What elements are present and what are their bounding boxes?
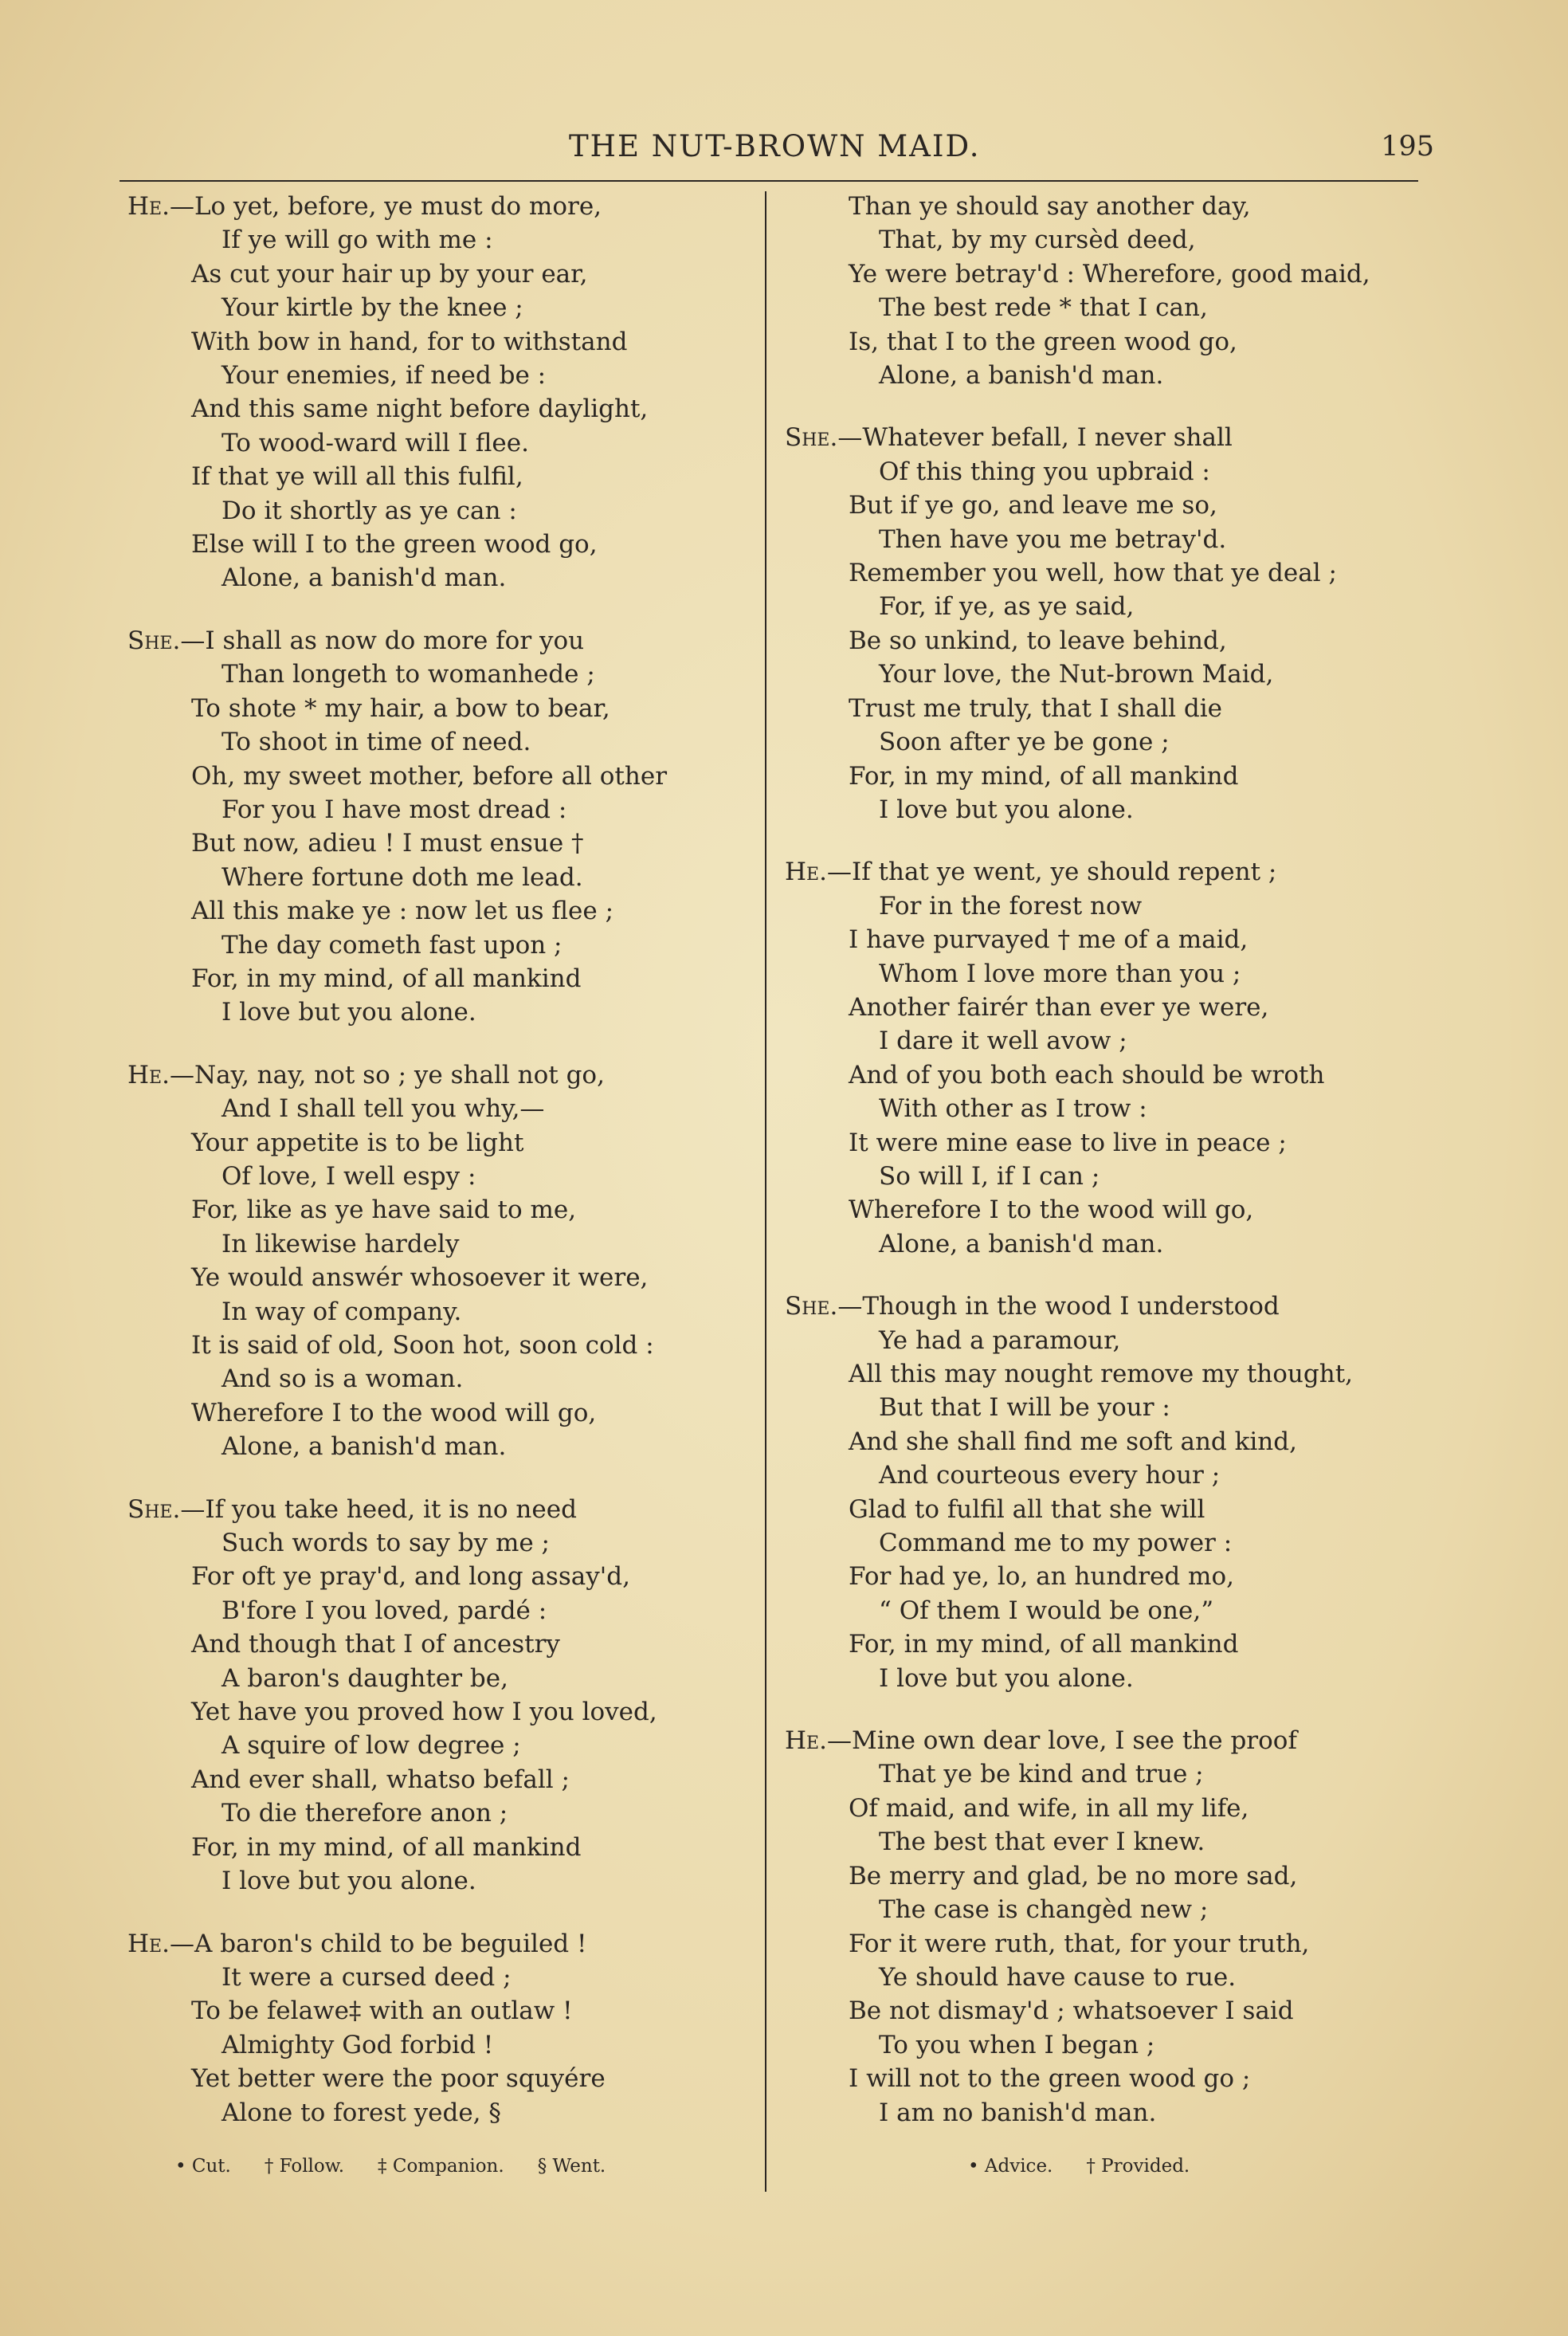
- verse-line: [127, 894, 765, 928]
- verse-line: [785, 359, 1434, 392]
- right-footnotes: [968, 2156, 1223, 2177]
- verse-line: [127, 1160, 765, 1193]
- verse-line: [785, 692, 1434, 725]
- verse-text: For it were ruth, that, for your truth,: [849, 1929, 1310, 1958]
- verse-line: [127, 692, 765, 725]
- verse-text: If that ye will all this fulfil,: [191, 462, 523, 492]
- right-column: [785, 190, 1434, 2158]
- verse-line: [785, 1227, 1434, 1261]
- verse-text: For, in my mind, of all mankind: [191, 1832, 582, 1862]
- verse-text: —If that ye went, ye should repent ;: [826, 858, 1277, 887]
- verse-line: [127, 1927, 765, 1961]
- verse-text: I love but you alone.: [221, 1867, 476, 1896]
- verse-line: [785, 1425, 1434, 1459]
- verse-line: [127, 2028, 765, 2062]
- verse-line: [127, 2062, 765, 2095]
- verse-text: It is said of old, Soon hot, soon cold :: [191, 1331, 654, 1360]
- verse-line: [785, 421, 1434, 454]
- verse-line: [127, 725, 765, 759]
- verse-text: Do it shortly as ye can :: [221, 496, 517, 525]
- verse-line: [127, 929, 765, 962]
- verse-text: The best that ever I knew.: [879, 1828, 1205, 1857]
- verse-text: All this may nought remove my thought,: [849, 1360, 1354, 1388]
- verse-line: [785, 489, 1434, 522]
- verse-line: [127, 1261, 765, 1294]
- verse-text: To shote * my hair, a bow to bear,: [191, 693, 610, 723]
- speaker-label: He.: [127, 192, 170, 221]
- verse-text: Be not dismay'd ; whatsoever I said: [849, 1996, 1294, 2026]
- verse-text: —Nay, nay, not so ; ye shall not go,: [169, 1060, 605, 1089]
- verse-text: For you I have most dread :: [221, 795, 567, 824]
- verse-text: —A baron's child to be beguiled !: [169, 1929, 587, 1958]
- verse-line: [127, 1560, 765, 1593]
- verse-line: [785, 923, 1434, 956]
- speaker-label: He.: [127, 1929, 170, 1958]
- verse-text: And courteous every hour ;: [879, 1461, 1221, 1490]
- verse-line: [785, 1126, 1434, 1160]
- verse-line: [127, 995, 765, 1029]
- verse-text: And this same night before daylight,: [191, 395, 649, 424]
- stanza: [785, 855, 1434, 1261]
- verse-line: [127, 1193, 765, 1227]
- verse-line: [127, 1796, 765, 1830]
- verse-line: [785, 957, 1434, 991]
- verse-text: Of love, I well espy :: [221, 1161, 476, 1191]
- column-divider: [765, 191, 766, 2192]
- verse-line: [127, 1763, 765, 1796]
- verse-text: Ye should have cause to rue.: [879, 1962, 1237, 1992]
- verse-text: The case is changèd new ;: [879, 1895, 1209, 1925]
- stanza: [785, 1290, 1434, 1695]
- verse-line: [127, 1430, 765, 1463]
- verse-line: [785, 2062, 1434, 2095]
- verse-text: A baron's daughter be,: [221, 1663, 508, 1693]
- verse-line: [127, 1695, 765, 1729]
- verse-line: [785, 1893, 1434, 1926]
- verse-line: [785, 1459, 1434, 1492]
- verse-line: [785, 855, 1434, 889]
- verse-line: [785, 1859, 1434, 1893]
- verse-text: Alone, a banish'd man.: [221, 1432, 507, 1462]
- verse-line: [127, 624, 765, 658]
- verse-line: [127, 793, 765, 826]
- verse-line: [127, 1227, 765, 1261]
- footnote: § Went.: [537, 2156, 606, 2177]
- verse-line: [127, 561, 765, 595]
- verse-line: [127, 760, 765, 793]
- verse-text: I love but you alone.: [879, 1663, 1134, 1693]
- verse-line: [785, 1961, 1434, 1994]
- stanza: [785, 1724, 1434, 2130]
- verse-text: Than longeth to womanhede ;: [221, 660, 595, 689]
- footnote: • Advice.: [968, 2156, 1053, 2177]
- verse-text: I have purvayed † me of a maid,: [849, 925, 1249, 955]
- verse-line: [785, 2096, 1434, 2130]
- verse-text: Is, that I to the green wood go,: [849, 327, 1237, 356]
- verse-text: To wood-ward will I flee.: [221, 428, 529, 457]
- verse-text: —Mine own dear love, I see the proof: [826, 1726, 1297, 1756]
- verse-line: [127, 1092, 765, 1125]
- footnote: ‡ Companion.: [378, 2156, 504, 2177]
- verse-line: [127, 223, 765, 257]
- verse-text: Then have you me betray'd.: [879, 524, 1227, 554]
- verse-text: —Lo yet, before, ye must do more,: [169, 192, 602, 221]
- verse-line: [127, 1594, 765, 1627]
- verse-text: Of maid, and wife, in all my life,: [849, 1793, 1249, 1823]
- verse-text: And I shall tell you why,—: [221, 1094, 545, 1124]
- verse-text: Yet have you proved how I you loved,: [191, 1698, 657, 1727]
- verse-text: For had ye, lo, an hundred mo,: [849, 1562, 1234, 1592]
- verse-line: [785, 1792, 1434, 1825]
- verse-text: Where fortune doth me lead.: [221, 862, 583, 892]
- verse-text: All this make ye : now let us flee ;: [191, 897, 614, 926]
- verse-text: The best rede * that I can,: [879, 293, 1208, 323]
- verse-text: That, by my cursèd deed,: [879, 226, 1196, 255]
- verse-text: And so is a woman.: [221, 1364, 464, 1394]
- verse-text: Command me to my power :: [879, 1529, 1233, 1558]
- stanza: [127, 190, 765, 595]
- verse-line: [785, 1391, 1434, 1424]
- verse-line: [127, 1831, 765, 1864]
- verse-text: Wherefore I to the wood will go,: [849, 1195, 1254, 1225]
- verse-line: [127, 494, 765, 528]
- speaker-label: She.: [785, 423, 838, 453]
- verse-text: I am no banish'd man.: [879, 2098, 1157, 2127]
- verse-line: [785, 889, 1434, 923]
- verse-text: Remember you well, how that ye deal ;: [849, 559, 1337, 588]
- verse-text: Your appetite is to be light: [191, 1128, 524, 1157]
- verse-text: Glad to fulfil all that she will: [849, 1494, 1205, 1524]
- speaker-label: He.: [127, 1060, 170, 1089]
- verse-line: [127, 658, 765, 691]
- verse-line: [127, 1864, 765, 1898]
- verse-text: Your enemies, if need be :: [221, 361, 547, 391]
- verse-text: —I shall as now do more for you: [180, 626, 585, 655]
- verse-line: [785, 1160, 1434, 1193]
- verse-text: It were mine ease to live in peace ;: [849, 1128, 1287, 1157]
- verse-text: To die therefore anon ;: [221, 1799, 508, 1828]
- verse-line: [127, 291, 765, 324]
- verse-text: But now, adieu ! I must ensue †: [191, 829, 584, 858]
- verse-text: For in the forest now: [879, 891, 1143, 921]
- verse-text: But if ye go, and leave me so,: [849, 491, 1217, 520]
- verse-text: But that I will be your :: [879, 1393, 1170, 1423]
- verse-text: Such words to say by me ;: [221, 1529, 550, 1558]
- verse-line: [127, 1994, 765, 2028]
- verse-line: [785, 1994, 1434, 2028]
- verse-line: [785, 1324, 1434, 1357]
- speaker-label: She.: [785, 1292, 838, 1321]
- verse-line: [127, 257, 765, 291]
- verse-text: —If you take heed, it is no need: [180, 1494, 577, 1524]
- verse-text: So will I, if I can ;: [879, 1161, 1100, 1191]
- verse-text: And though that I of ancestry: [191, 1630, 560, 1659]
- verse-line: [785, 291, 1434, 324]
- verse-line: [785, 1193, 1434, 1227]
- verse-line: [785, 1290, 1434, 1323]
- verse-text: To shoot in time of need.: [221, 728, 531, 757]
- verse-text: Almighty God forbid !: [221, 2030, 494, 2059]
- verse-text: A squire of low degree ;: [221, 1731, 521, 1761]
- verse-line: [127, 1526, 765, 1560]
- header-rule: [120, 180, 1418, 182]
- speaker-label: She.: [127, 1494, 181, 1524]
- verse-text: Wherefore I to the wood will go,: [191, 1398, 597, 1427]
- running-title: THE NUT-BROWN MAID.: [569, 129, 981, 163]
- verse-text: And of you both each should be wroth: [849, 1060, 1325, 1089]
- verse-line: [785, 1493, 1434, 1526]
- verse-line: [785, 523, 1434, 556]
- verse-line: [127, 1362, 765, 1396]
- verse-text: Than ye should say another day,: [849, 192, 1251, 221]
- verse-text: For, in my mind, of all mankind: [849, 761, 1239, 791]
- verse-line: [785, 257, 1434, 291]
- verse-text: Ye were betray'd : Wherefore, good maid,: [849, 259, 1370, 289]
- verse-text: “ Of them I would be one,”: [879, 1596, 1214, 1625]
- verse-text: For, in my mind, of all mankind: [191, 964, 582, 993]
- verse-line: [785, 624, 1434, 658]
- verse-line: [785, 1526, 1434, 1560]
- verse-line: [785, 1357, 1434, 1391]
- verse-text: To be felawe‡ with an outlaw !: [191, 1996, 573, 2026]
- left-footnotes: [175, 2156, 639, 2177]
- verse-text: Whom I love more than you ;: [879, 959, 1241, 988]
- verse-text: For oft ye pray'd, and long assay'd,: [191, 1562, 630, 1592]
- left-column: [127, 190, 765, 2158]
- verse-text: Alone, a banish'd man.: [879, 361, 1164, 391]
- verse-text: For, if ye, as ye said,: [879, 592, 1135, 622]
- verse-line: [785, 1627, 1434, 1661]
- stanza: [785, 421, 1434, 826]
- stanza: [127, 1927, 765, 2130]
- verse-text: Oh, my sweet mother, before all other: [191, 761, 668, 791]
- verse-line: [127, 1961, 765, 1994]
- verse-text: Yet better were the poor squyére: [191, 2064, 606, 2094]
- verse-line: [127, 1329, 765, 1362]
- verse-line: [785, 658, 1434, 691]
- verse-text: Of this thing you upbraid :: [879, 457, 1210, 486]
- verse-text: B'fore I you loved, pardé :: [221, 1596, 547, 1625]
- verse-line: [127, 325, 765, 359]
- verse-line: [127, 1058, 765, 1092]
- verse-line: [127, 1729, 765, 1762]
- footnote: † Follow.: [264, 2156, 345, 2177]
- speaker-label: He.: [785, 858, 827, 887]
- verse-line: [127, 1396, 765, 1430]
- stanza: [127, 1493, 765, 1898]
- verse-line: [785, 1825, 1434, 1859]
- verse-line: [127, 861, 765, 894]
- verse-text: With bow in hand, for to withstand: [191, 327, 628, 356]
- verse-text: Trust me truly, that I shall die: [849, 693, 1222, 723]
- verse-text: For, like as ye have said to me,: [191, 1195, 577, 1225]
- verse-text: I dare it well avow ;: [879, 1027, 1127, 1056]
- verse-line: [785, 325, 1434, 359]
- verse-text: That ye be kind and true ;: [879, 1760, 1204, 1789]
- footnote: † Provided.: [1086, 2156, 1190, 2177]
- footnote: • Cut.: [175, 2156, 231, 2177]
- verse-line: [785, 1724, 1434, 1757]
- verse-line: [127, 359, 765, 392]
- verse-line: [127, 190, 765, 223]
- verse-line: [127, 1126, 765, 1160]
- verse-text: Ye had a paramour,: [879, 1325, 1121, 1355]
- verse-line: [785, 725, 1434, 759]
- verse-line: [785, 1757, 1434, 1791]
- verse-text: I will not to the green wood go ;: [849, 2064, 1251, 2094]
- verse-text: As cut your hair up by your ear,: [191, 259, 588, 289]
- verse-text: Alone, a banish'd man.: [879, 1229, 1164, 1258]
- verse-line: [127, 1662, 765, 1695]
- verse-line: [785, 223, 1434, 257]
- verse-text: Alone, a banish'd man.: [221, 563, 507, 593]
- verse-text: For, in my mind, of all mankind: [849, 1630, 1239, 1659]
- verse-line: [785, 1024, 1434, 1058]
- verse-line: [785, 793, 1434, 826]
- stanza: [785, 190, 1434, 392]
- verse-text: It were a cursed deed ;: [221, 1962, 512, 1992]
- verse-text: Another fairér than ever ye were,: [849, 992, 1269, 1022]
- verse-text: In way of company.: [221, 1297, 462, 1326]
- verse-text: And ever shall, whatso befall ;: [191, 1765, 570, 1794]
- verse-text: Else will I to the green wood go,: [191, 530, 598, 559]
- verse-line: [785, 2028, 1434, 2062]
- verse-line: [127, 1295, 765, 1329]
- verse-line: [785, 760, 1434, 793]
- verse-line: [127, 2096, 765, 2130]
- verse-line: [785, 590, 1434, 623]
- verse-text: Your love, the Nut-brown Maid,: [879, 660, 1274, 689]
- verse-text: In likewise hardely: [221, 1229, 460, 1258]
- verse-text: —Though in the wood I understood: [837, 1292, 1280, 1321]
- verse-text: —Whatever befall, I never shall: [837, 423, 1233, 453]
- verse-text: And she shall find me soft and kind,: [849, 1427, 1297, 1456]
- verse-text: Ye would answér whosoever it were,: [191, 1263, 649, 1293]
- verse-line: [785, 455, 1434, 489]
- verse-line: [785, 1927, 1434, 1961]
- verse-text: Be merry and glad, be no more sad,: [849, 1861, 1298, 1890]
- verse-line: [785, 1058, 1434, 1092]
- verse-text: Your kirtle by the knee ;: [221, 293, 523, 323]
- verse-text: The day cometh fast upon ;: [221, 930, 563, 960]
- verse-text: I love but you alone.: [879, 795, 1134, 824]
- verse-line: [127, 826, 765, 860]
- speaker-label: He.: [785, 1726, 827, 1756]
- verse-text: Be so unkind, to leave behind,: [849, 626, 1227, 655]
- verse-line: [127, 962, 765, 995]
- verse-line: [785, 1092, 1434, 1125]
- verse-text: With other as I trow :: [879, 1094, 1147, 1124]
- verse-line: [127, 392, 765, 426]
- verse-line: [127, 1493, 765, 1526]
- verse-line: [785, 1560, 1434, 1593]
- verse-line: [785, 556, 1434, 590]
- verse-text: Alone to forest yede, §: [221, 2098, 501, 2127]
- stanza: [127, 1058, 765, 1464]
- verse-line: [785, 1594, 1434, 1627]
- verse-line: [127, 460, 765, 493]
- verse-line: [127, 426, 765, 460]
- verse-line: [127, 528, 765, 561]
- verse-line: [127, 1627, 765, 1661]
- verse-line: [785, 991, 1434, 1024]
- verse-line: [785, 1662, 1434, 1695]
- page-number: 195: [1381, 131, 1434, 163]
- stanza: [127, 624, 765, 1030]
- verse-text: If ye will go with me :: [221, 226, 493, 255]
- verse-text: Soon after ye be gone ;: [879, 728, 1170, 757]
- page-header: [558, 129, 1434, 177]
- verse-text: I love but you alone.: [221, 998, 476, 1027]
- verse-text: To you when I began ;: [879, 2030, 1155, 2059]
- verse-line: [785, 190, 1434, 223]
- speaker-label: She.: [127, 626, 181, 655]
